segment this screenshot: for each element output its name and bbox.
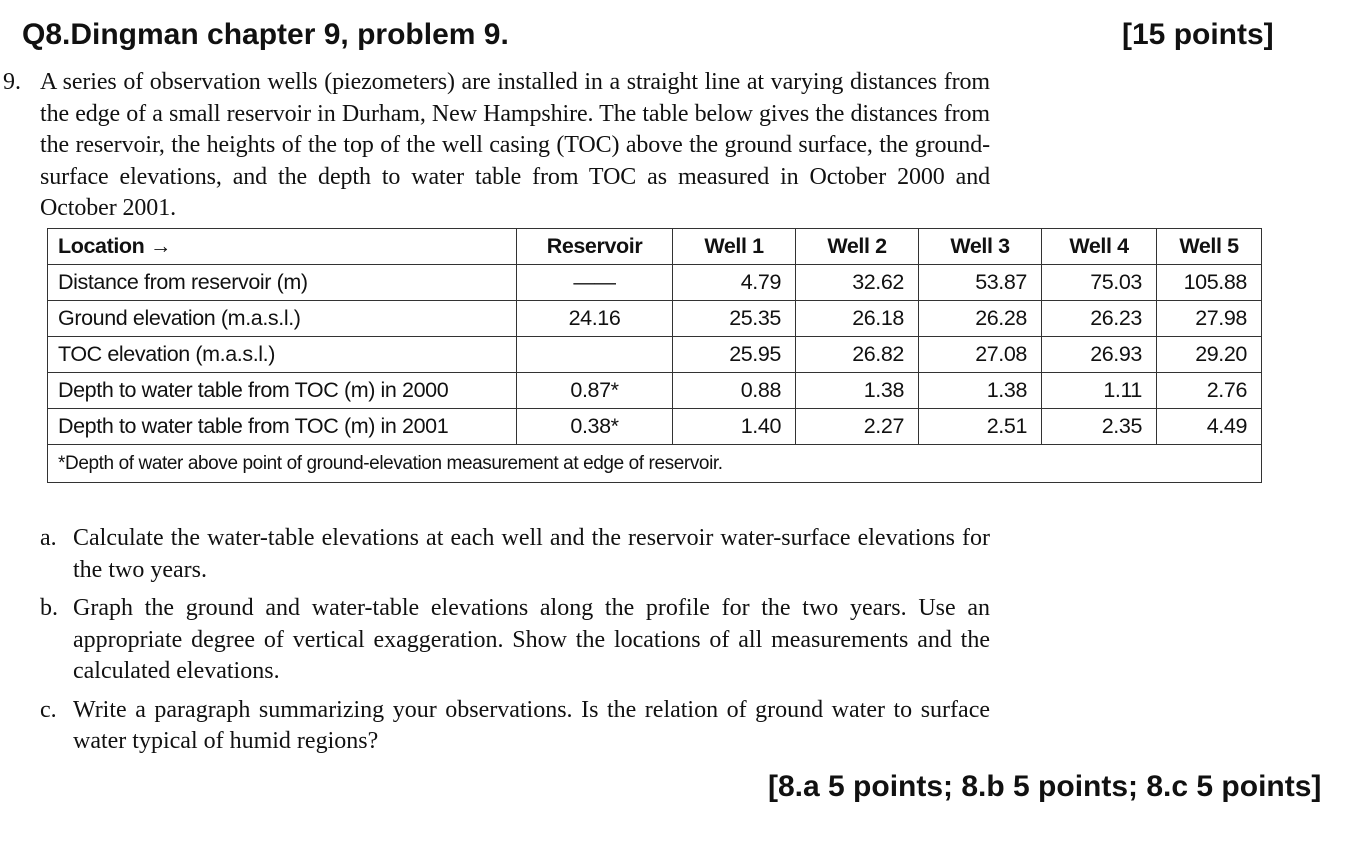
question-b	[0, 593, 990, 688]
page-title: Q8.Dingman chapter 9, problem 9.	[22, 18, 509, 51]
header-well-1: Well 1	[673, 229, 796, 265]
table-row-toc-elevation	[48, 337, 1262, 373]
table-cell: 0.88	[673, 373, 796, 409]
table-row-ground-elevation	[48, 301, 1262, 337]
table-cell: 75.03	[1042, 265, 1157, 301]
question-text: Calculate the water-table elevations at each well and the reservoir water-surface elevations for the two years.	[73, 525, 990, 583]
problem-text: A series of observation wells (piezometers) are installed in a straight line at varying distances from the edge of a small reservoir in Durham, New Hampshire. The table below gives the distances from the reservoir, the heights of the top of the well casing (TOC) above the ground surface, the ground-surface elevations, and the depth to water table from TOC as measured in October 2000 and October 2001.	[40, 69, 990, 221]
table-cell: 27.08	[919, 337, 1042, 373]
table-row-depth-2001	[48, 409, 1262, 445]
table-row-depth-2000	[48, 373, 1262, 409]
table-footnote: *Depth of water above point of ground-elevation measurement at edge of reservoir.	[48, 445, 1262, 483]
table-row-distance	[48, 265, 1262, 301]
table-cell: 26.28	[919, 301, 1042, 337]
table-cell: 27.98	[1157, 301, 1262, 337]
table-cell: 2.35	[1042, 409, 1157, 445]
score-breakdown: [8.a 5 points; 8.b 5 points; 8.c 5 points]	[768, 770, 1322, 803]
table-cell: 1.38	[919, 373, 1042, 409]
table-footnote-row	[48, 445, 1262, 483]
table-cell: 0.38*	[517, 409, 673, 445]
question-list	[0, 523, 990, 765]
row-label: Distance from reservoir (m)	[48, 265, 517, 301]
question-text: Write a paragraph summarizing your observations. Is the relation of ground water to surface water typical of humid regions?	[73, 696, 990, 754]
table-cell: 1.11	[1042, 373, 1157, 409]
table-cell: 25.35	[673, 301, 796, 337]
table-cell: 2.51	[919, 409, 1042, 445]
table-cell: 24.16	[517, 301, 673, 337]
header-well-2: Well 2	[796, 229, 919, 265]
table-cell: 26.18	[796, 301, 919, 337]
data-table	[47, 228, 1262, 483]
table-cell: 32.62	[796, 265, 919, 301]
question-c	[0, 695, 990, 758]
problem-number: 9.	[3, 69, 21, 95]
table-cell: 1.38	[796, 373, 919, 409]
table-cell: 1.40	[673, 409, 796, 445]
header-location: Location →	[48, 229, 517, 265]
question-label: b.	[40, 595, 58, 621]
table-cell: ——	[517, 265, 673, 301]
table-cell: 2.27	[796, 409, 919, 445]
question-label: a.	[40, 525, 57, 551]
row-label: Depth to water table from TOC (m) in 2000	[48, 373, 517, 409]
header-reservoir: Reservoir	[517, 229, 673, 265]
header-well-4: Well 4	[1042, 229, 1157, 265]
points-label: [15 points]	[1122, 18, 1274, 51]
question-text: Graph the ground and water-table elevations along the profile for the two years. Use an appropriate degree of vertical exaggeration. Show the locations of all measurements and the calculated elevations.	[73, 595, 990, 684]
table-cell: 26.23	[1042, 301, 1157, 337]
row-label: Depth to water table from TOC (m) in 2001	[48, 409, 517, 445]
row-label: Ground elevation (m.a.s.l.)	[48, 301, 517, 337]
header-well-5: Well 5	[1157, 229, 1262, 265]
table-cell: 0.87*	[517, 373, 673, 409]
table-cell: 26.82	[796, 337, 919, 373]
table-cell	[517, 337, 673, 373]
table-cell: 53.87	[919, 265, 1042, 301]
header-well-3: Well 3	[919, 229, 1042, 265]
row-label: TOC elevation (m.a.s.l.)	[48, 337, 517, 373]
table-cell: 29.20	[1157, 337, 1262, 373]
table-cell: 4.79	[673, 265, 796, 301]
table-cell: 26.93	[1042, 337, 1157, 373]
problem-statement	[0, 67, 990, 225]
question-a	[0, 523, 990, 586]
table-cell: 105.88	[1157, 265, 1262, 301]
question-label: c.	[40, 696, 57, 723]
table-cell: 4.49	[1157, 409, 1262, 445]
table-cell: 25.95	[673, 337, 796, 373]
table-header-row	[48, 229, 1262, 265]
table-cell: 2.76	[1157, 373, 1262, 409]
